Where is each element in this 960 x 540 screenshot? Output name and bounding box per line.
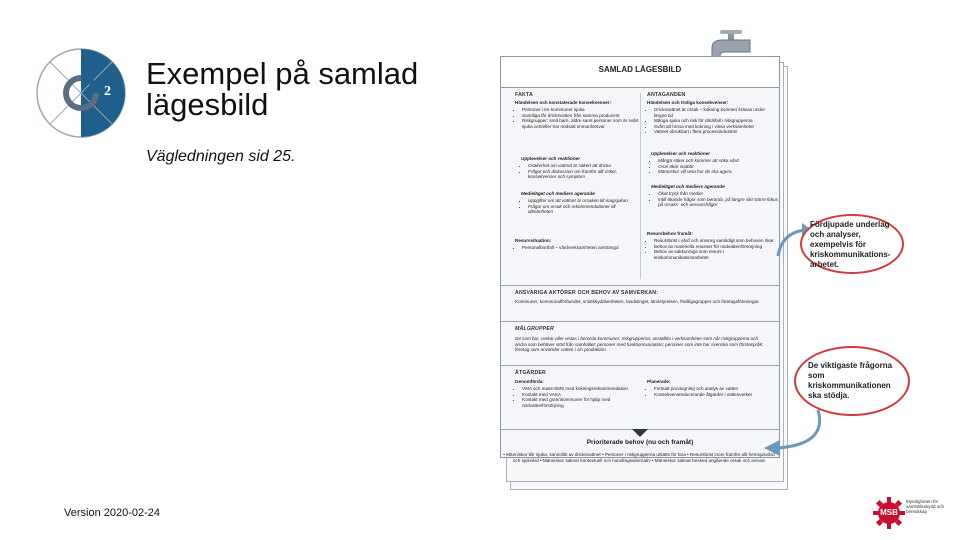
antaganden-h2: Upplevelser och reaktioner bbox=[651, 151, 710, 156]
list-item: • Riskgrupper: små barn, äldre samt personer som är svårt sjuka och/eller har nedsatt immunförsvar bbox=[522, 118, 640, 129]
list-item: • Dricksvattnet är orsak – kokning kommer krävas under längre tid bbox=[654, 107, 778, 118]
antaganden-h3: Medieläget och mediers agerande bbox=[651, 184, 725, 189]
list-item: • Svårt att hinna med kokning i vissa verksamheter bbox=[654, 124, 778, 130]
list-item: • Konsekvensreducerande åtgärder i vattenverket bbox=[654, 392, 778, 398]
prioriterade-list bbox=[503, 452, 775, 463]
list-item: • Vattnet obrukbart i flera processindustrier bbox=[654, 129, 778, 135]
list-item: • Kontakt med grannkommuner för hjälp med nödvattenförsörjning bbox=[522, 397, 644, 408]
malgrupper-text: De som bor, verkar eller vistas i berörda kommuner; riskgrupperna; anställda i verksamheter som når riskgrupperna och andra som behöver stöd från samhället; personer med funktionsvariation; personer som inte har svenska som förstaspråk; företag som använder vatten i sin produktion. bbox=[515, 336, 764, 353]
slide-subtitle: Vägledningen sid 25. bbox=[146, 148, 296, 165]
list-item: • Oron ökar snabbt bbox=[658, 164, 778, 170]
fakta-h4: Resurssituation: bbox=[515, 238, 552, 243]
list-item: • Kontakt med VAKA bbox=[522, 392, 644, 398]
antaganden-list-2 bbox=[651, 158, 778, 175]
slide-title: Exempel på samlad lägesbild bbox=[146, 56, 419, 122]
down-arrow-icon bbox=[632, 429, 648, 437]
list-item: • Personalbortfall – vårdverksamheten ansträngd bbox=[522, 245, 640, 251]
list-item: • Många sjuka och risk för dödsfall i riskgrupperna bbox=[654, 118, 778, 124]
fakta-title: FAKTA bbox=[515, 92, 533, 98]
header-divider bbox=[501, 87, 779, 88]
ansvariga-text: Kommuner, kommunalförbundet, smittskyddsenheten, landstinget, länsstyrelsen, frivilligagrupper och företagsföreningar. bbox=[515, 299, 760, 304]
atgarder-list-1 bbox=[515, 386, 644, 408]
list-item: • VMA och mass-SMS med kokningsrekommendation bbox=[522, 386, 644, 392]
column-divider bbox=[640, 93, 641, 279]
list-item: • Behov av sakkunniga som resurs i kriskommunikationsarbetet bbox=[654, 249, 778, 260]
prioriterade-item: • Resursbrist inom framför allt hemsjukvård och sjukvård bbox=[512, 452, 775, 463]
list-item: • Frågor om orsak och rekommendationer till allmänheten bbox=[528, 204, 640, 215]
malgrupper-title: MÅLGRUPPER bbox=[515, 326, 554, 332]
list-item: • Fortsatt provtagning och analys av vatten bbox=[654, 386, 778, 392]
list-item: • Uppgifter om att vattnet är orsaken till magsjukan bbox=[528, 198, 640, 204]
version-label: Version 2020-02-24 bbox=[64, 507, 161, 519]
list-item: • Behov av materiella resurser för nödvattenförsörjning bbox=[654, 244, 778, 250]
atgarder-title: ÅTGÄRDER bbox=[515, 370, 546, 376]
prioriterade-item: • Människor saknar kontextuell och handlingsalternativ bbox=[539, 457, 652, 463]
atgarder-list-2 bbox=[647, 386, 778, 397]
antaganden-list-3 bbox=[651, 191, 778, 208]
fakta-list-3 bbox=[521, 198, 640, 215]
callout-key-questions-text: De viktigaste frågorna som kriskommunikationen ska stödja. bbox=[808, 361, 893, 400]
antaganden-list-4 bbox=[647, 238, 778, 260]
list-item: • Intill ökande frågor som berörda, på längre sikt större fokus på orsaks- och ansvarsfrågor bbox=[658, 197, 778, 208]
callout-arrow-2 bbox=[758, 408, 838, 458]
msb-logo-tagline: Myndigheten för samhällsskydd och beredskap bbox=[906, 499, 945, 514]
list-item: • Ökat tryck från medier bbox=[658, 191, 778, 197]
list-item: • Samtliga får dricksvatten från samma producent bbox=[522, 113, 640, 119]
divider-malgrupper bbox=[501, 321, 779, 322]
fakta-h2: Upplevelser och reaktioner bbox=[521, 156, 580, 161]
list-item: • Frågor och diskussion om framför allt risker, konsekvenser och symptom bbox=[528, 169, 640, 180]
fakta-h1: Händelsen och konstaterade konsekvenser: bbox=[515, 100, 611, 105]
situation-report-document bbox=[500, 56, 780, 458]
callout-analysis-text: Fördjupade underlag och analyser, exempelvis för kriskommunikations-arbetet. bbox=[810, 220, 891, 269]
ansvariga-title: ANSVARIGA AKTÖRER OCH BEHOV AV SAMVERKAN: bbox=[515, 290, 659, 296]
fakta-list-2 bbox=[521, 163, 640, 180]
msb-logo-mark: MSB bbox=[880, 508, 898, 517]
step-ring-icon bbox=[34, 46, 128, 140]
list-item: • Många söker och kommer att söka vård bbox=[658, 158, 778, 164]
step-number: 2 bbox=[104, 84, 111, 99]
divider-ansvariga bbox=[501, 285, 779, 286]
atgarder-h2: Planerade: bbox=[647, 379, 671, 384]
antaganden-list-1 bbox=[647, 107, 778, 135]
prioriterade-item: • Människor blir sjuka, sannolikt av dricksvattnet bbox=[503, 452, 602, 457]
list-item: • Människor vill veta hur de ska agera bbox=[658, 169, 778, 175]
fakta-h3: Medieläget och mediers agerande bbox=[521, 191, 595, 196]
antaganden-h1: Händelsen och troliga konsekvenser: bbox=[647, 100, 729, 105]
prioriterade-title: Prioriterade behov (nu och framåt) bbox=[586, 439, 694, 446]
list-item: • Personer i tre kommuner sjuka bbox=[522, 107, 640, 113]
document-header bbox=[501, 57, 779, 87]
atgarder-h1: Genomförda: bbox=[515, 379, 544, 384]
fakta-list-4 bbox=[515, 245, 640, 251]
document-header-title: SAMLAD LÄGESBILD bbox=[598, 65, 682, 74]
antaganden-h4: Resursbehov framåt: bbox=[647, 231, 693, 236]
prioriterade-item: • Personer i riskgrupperna utsätts för fara bbox=[601, 452, 688, 457]
antaganden-title: ANTAGANDEN bbox=[647, 92, 686, 98]
prioriterade-item: • Människor saknar besked angående orsak och ansvar bbox=[651, 457, 766, 463]
list-item: • Resursbrist i vård och omsorg samtidigt som behoven ökar bbox=[654, 238, 778, 244]
divider-atgarder bbox=[501, 365, 779, 366]
list-item: • Osäkerhet om vattnet är säkert att dricka bbox=[528, 163, 640, 169]
fakta-list-1 bbox=[515, 107, 640, 129]
